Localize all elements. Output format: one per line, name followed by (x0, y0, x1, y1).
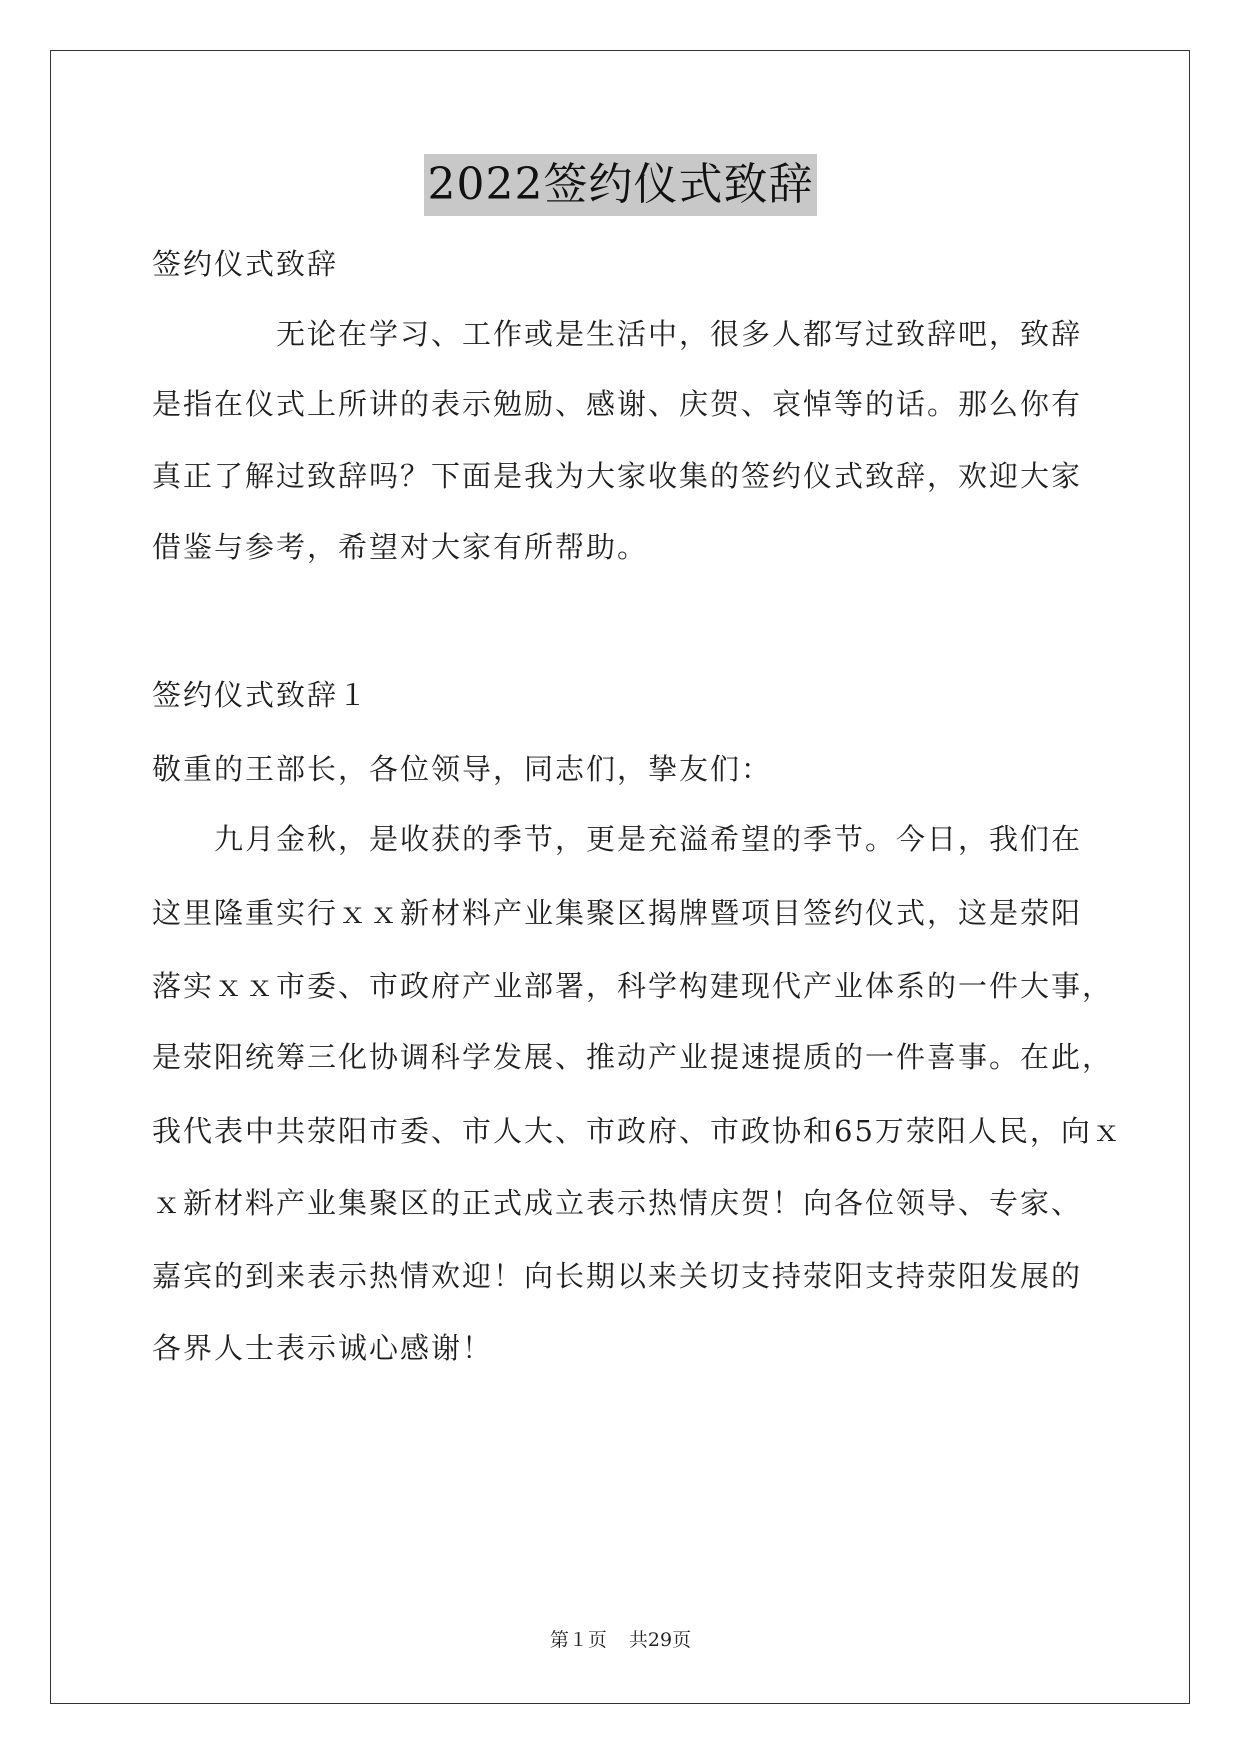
paragraph-line: 是荥阳统筹三化协调科学发展、推动产业提速提质的一件喜事。在此， (152, 1040, 1114, 1074)
page-number: 第１页 (549, 1629, 607, 1651)
paragraph-line: 这里隆重实行ｘｘ新材料产业集聚区揭牌暨项目签约仪式，这是荥阳 (152, 896, 1083, 930)
paragraph-line: 无论在学习、工作或是生活中，很多人都写过致辞吧，致辞 (152, 317, 1083, 351)
paragraph-line: 是指在仪式上所讲的表示勉励、感谢、庆贺、哀悼等的话。那么你有 (152, 387, 1083, 421)
paragraph-line: 借鉴与参考，希望对大家有所帮助。 (152, 530, 649, 564)
paragraph-line: ｘ新材料产业集聚区的正式成立表示热情庆贺！向各位领导、专家、 (152, 1186, 1083, 1220)
paragraph-line: 落实ｘｘ市委、市政府产业部署，科学构建现代产业体系的一件大事， (152, 969, 1114, 1003)
paragraph-line: 九月金秋，是收获的季节，更是充溢希望的季节。今日，我们在 (152, 822, 1083, 856)
page-footer (0, 1625, 1241, 1652)
page-total: 共29页 (628, 1629, 692, 1651)
paragraph-line: 我代表中共荥阳市委、市人大、市政府、市政协和65万荥阳人民，向ｘ (152, 1114, 1123, 1148)
section-heading-1: 签约仪式致辞１ (152, 678, 370, 712)
paragraph-line: 嘉宾的到来表示热情欢迎！向长期以来关切支持荥阳支持荥阳发展的 (152, 1259, 1083, 1293)
page-frame (50, 50, 1190, 1704)
title-container (0, 154, 1241, 216)
document-title: 2022签约仪式致辞 (424, 154, 818, 216)
salutation-line: 敬重的王部长，各位领导，同志们，挚友们： (152, 752, 773, 786)
section-heading-intro: 签约仪式致辞 (152, 247, 339, 281)
paragraph-line: 真正了解过致辞吗？下面是我为大家收集的签约仪式致辞，欢迎大家 (152, 459, 1083, 493)
paragraph-line: 各界人士表示诚心感谢！ (152, 1331, 494, 1365)
